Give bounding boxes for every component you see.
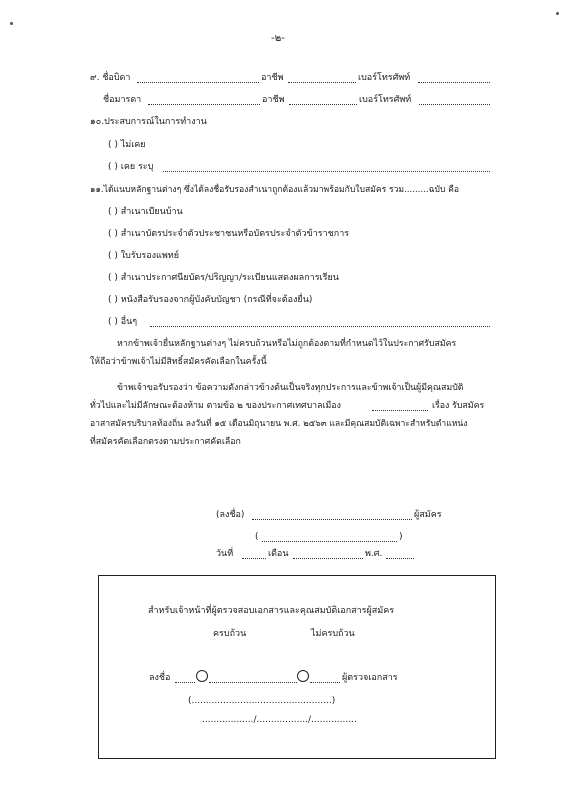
signature-field[interactable] [252,519,412,520]
experience-never-option[interactable]: ( ) ไม่เคย [108,140,146,150]
date-month-field[interactable] [293,558,363,559]
name-open-paren: ( [255,532,259,542]
attachment-other-field[interactable] [150,326,490,327]
attachment-item[interactable]: ( ) หนังสือรับรองจากผู้บังคับบัญชา (กรณีที่จะต้องยื่น) [108,295,313,305]
officer-sign-field-b[interactable] [209,682,297,683]
date-year-label: พ.ศ. [365,549,383,559]
complete-label: ครบถ้วน [213,629,247,639]
attachment-item[interactable]: ( ) สำเนาประกาศนียบัตร/ปริญญา/ระเบียนแสดงผลการเรียน [108,273,339,283]
experience-detail-field[interactable] [163,171,490,172]
officer-sign-label: ลงชื่อ [149,673,171,683]
mother-phone-field[interactable] [419,104,490,105]
signature-role: ผู้สมัคร [414,510,442,520]
incomplete-checkbox[interactable] [297,670,309,682]
paragraph-line: ที่สมัครคัดเลือกตรงตามประกาศคัดเลือก [90,437,241,447]
mother-job-field[interactable] [289,104,357,105]
complete-checkbox[interactable] [196,670,208,682]
paragraph-line: อาสาสมัครบริบาลท้องถิ่น ลงวันที่ ๑๕ เดือนมิถุนายน พ.ศ. ๒๕๖๓ และมีคุณสมบัติเฉพาะสำหรับตำแหน่ง [90,419,468,429]
experience-yes-option[interactable]: ( ) เคย ระบุ [108,162,154,172]
municipality-field[interactable] [372,410,428,411]
paragraph-line: ให้ถือว่าข้าพเจ้าไม่มีสิทธิ์สมัครคัดเลือกในครั้งนี้ [90,357,267,367]
scan-speck [10,22,13,25]
signature-label: (ลงชื่อ) [216,510,245,520]
attachment-item[interactable]: ( ) สำเนาเบียนบ้าน [108,207,183,217]
scan-speck [556,12,559,15]
mother-label: ชื่อมารดา [103,95,142,105]
paragraph-line: ข้าพเจ้าขอรับรองว่า ข้อความดังกล่าวข้างต้นเป็นจริงทุกประการและข้าพเจ้าเป็นผู้มีคุณสมบัติ [117,383,464,393]
page-number: -๒- [271,33,285,44]
mother-job-label: อาชีพ [262,95,285,105]
attachments-intro: ๑๑.ได้แนบหลักฐานต่างๆ ซึ่งได้ลงชื่อรับรองสำเนาถูกต้องแล้วมาพร้อมกับใบสมัคร รวม.........ฉบับ คือ [90,185,460,195]
mother-name-field[interactable] [148,104,260,105]
father-phone-field[interactable] [418,82,490,83]
officer-check-box [98,575,496,759]
father-label: ๙. ชื่อบิดา [90,73,131,83]
incomplete-label: ไม่ครบถ้วน [311,629,355,639]
paragraph-line: ทั่วไปและไม่มีลักษณะต้องห้าม ตามข้อ ๒ ของประกาศเทศบาลเมือง [90,401,341,411]
attachment-item[interactable]: ( ) อื่นๆ [108,317,138,327]
name-close-paren: ) [399,532,403,542]
date-day-label: วันที่ [216,549,234,559]
paragraph-line: เรื่อง รับสมัคร [432,401,485,411]
father-name-field[interactable] [137,82,259,83]
father-phone-label: เบอร์โทรศัพท์ [358,73,411,83]
attachment-item[interactable]: ( ) ใบรับรองแพทย์ [108,251,179,261]
date-month-label: เดือน [268,549,289,559]
printed-name-field[interactable] [262,541,397,542]
date-year-field[interactable] [386,558,414,559]
officer-name-line[interactable]: (.................................................) [188,696,336,706]
experience-title: ๑๐.ประสบการณ์ในการทำงาน [90,117,207,127]
officer-sign-field-a[interactable] [175,682,195,683]
officer-box-title: สำหรับเจ้าหน้าที่ผู้ตรวจสอบเอกสารและคุณสมบัติเอกสารผู้สมัคร [148,606,395,616]
mother-phone-label: เบอร์โทรศัพท์ [359,95,412,105]
father-job-field[interactable] [288,82,356,83]
officer-sign-field-c[interactable] [310,682,340,683]
officer-date-line[interactable]: ................../................../................ [202,715,357,725]
officer-role: ผู้ตรวจเอกสาร [342,673,398,683]
attachment-item[interactable]: ( ) สำเนาบัตรประจำตัวประชาชนหรือบัตรประจำตัวข้าราชการ [108,229,350,239]
father-job-label: อาชีพ [261,73,284,83]
paragraph-line: หากข้าพเจ้ายื่นหลักฐานต่างๆ ไม่ครบถ้วนหรือไม่ถูกต้องตามที่กำหนดไว้ในประกาศรับสมัคร [117,339,457,349]
date-day-field[interactable] [242,558,266,559]
